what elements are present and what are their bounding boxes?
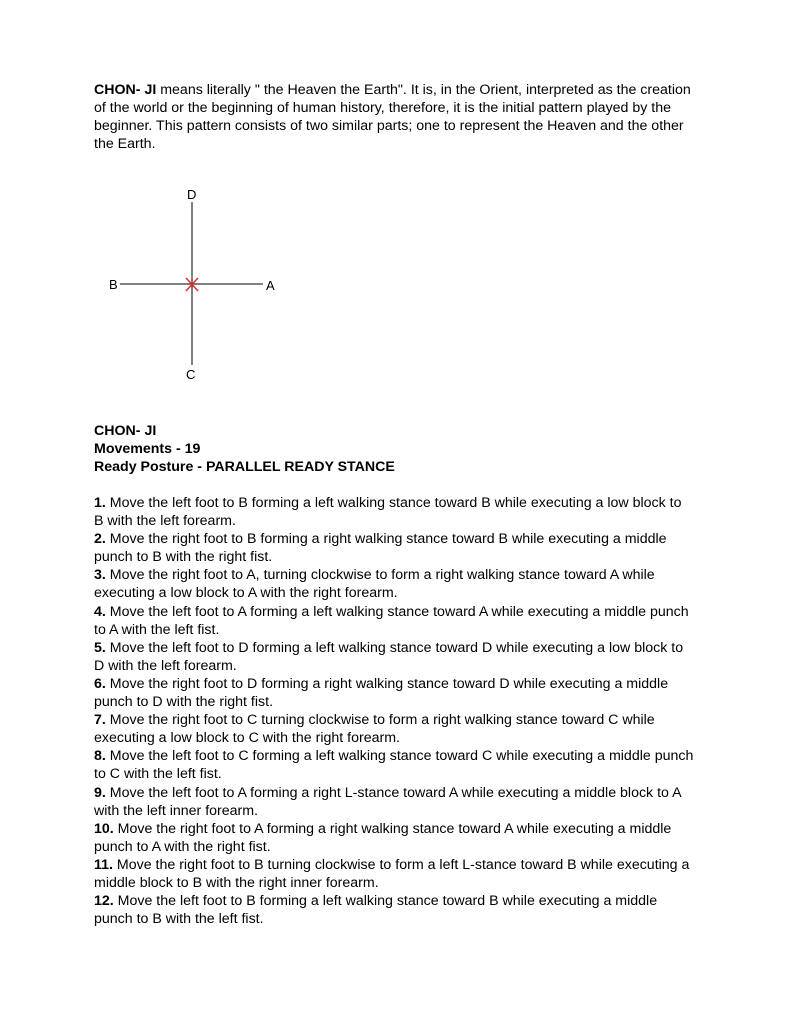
movement-step (94, 856, 694, 892)
diagram-label-b: B (109, 277, 118, 292)
step-number: 3. (94, 567, 106, 584)
intro-text: means literally " the Heaven the Earth". It is, in the Orient, interpreted as the creation of the world or the beginning of human history, therefore, it is the initial pattern played by the beginner. This pattern consists of two similar parts; one to represent the Heaven and the other the Earth. (94, 82, 691, 153)
intro-paragraph (94, 81, 704, 153)
diagram-label-d: D (187, 187, 197, 202)
step-number: 8. (94, 748, 106, 765)
diagram-label-c: C (186, 367, 196, 382)
step-text: Move the left foot to B forming a left walking stance toward B while executing a low block to B with the left forearm. (94, 495, 682, 530)
movement-step (94, 820, 694, 856)
movement-steps-list (94, 494, 694, 928)
step-text: Move the right foot to A, turning clockwise to form a right walking stance toward A while executing a low block to A with the right forearm. (94, 567, 655, 602)
step-number: 1. (94, 495, 106, 511)
movement-step (94, 711, 694, 747)
step-number: 5. (94, 639, 106, 656)
movement-step (94, 566, 694, 602)
step-text: Move the right foot to C turning clockwise to form a right walking stance toward C while executing a low block to C with the right forearm. (94, 712, 655, 747)
step-number: 9. (94, 784, 106, 801)
intro-term: CHON- JI (94, 82, 157, 98)
pattern-diagram (100, 182, 290, 382)
movement-step (94, 494, 694, 530)
pattern-ready-posture: Ready Posture - PARALLEL READY STANCE (94, 459, 395, 476)
movement-step (94, 603, 694, 639)
step-number: 6. (94, 675, 106, 692)
step-number: 11. (94, 856, 113, 873)
movement-step (94, 530, 694, 566)
step-number: 10. (94, 820, 114, 837)
step-text: Move the left foot to B forming a left walking stance toward B while executing a middle punch to B with the left fist. (94, 893, 658, 928)
step-number: 7. (94, 712, 106, 729)
step-text: Move the right foot to A forming a right walking stance toward A while executing a middle punch to A with the right fist. (94, 820, 672, 855)
movement-step (94, 892, 694, 928)
step-text: Move the left foot to A forming a left walking stance toward A while executing a middle punch to A with the left fist. (94, 603, 689, 638)
movement-step (94, 639, 694, 675)
diagram-label-a: A (266, 278, 275, 293)
pattern-name: CHON- JI (94, 423, 157, 439)
step-text: Move the right foot to D forming a right walking stance toward D while executing a middle punch to D with the right fist. (94, 675, 669, 711)
step-text: Move the left foot to D forming a left walking stance toward D while executing a low block to D with the left forearm. (94, 639, 684, 674)
pattern-header (94, 422, 395, 476)
step-text: Move the left foot to C forming a left walking stance toward C while executing a middle punch to C with the left fist. (94, 748, 694, 783)
step-number: 2. (94, 531, 106, 548)
pattern-movements: Movements - 19 (94, 441, 201, 458)
step-text: Move the right foot to B forming a right walking stance toward B while executing a middle punch to B with the right fist. (94, 531, 667, 566)
step-text: Move the right foot to B turning clockwise to form a left L-stance toward B while executing a middle block to B with the right inner forearm. (94, 856, 690, 891)
movement-step (94, 747, 694, 783)
step-text: Move the left foot to A forming a right L-stance toward A while executing a middle block to A with the left inner forearm. (94, 784, 681, 819)
movement-step (94, 784, 694, 820)
step-number: 12. (94, 893, 114, 910)
step-number: 4. (94, 603, 106, 620)
movement-step (94, 675, 694, 711)
